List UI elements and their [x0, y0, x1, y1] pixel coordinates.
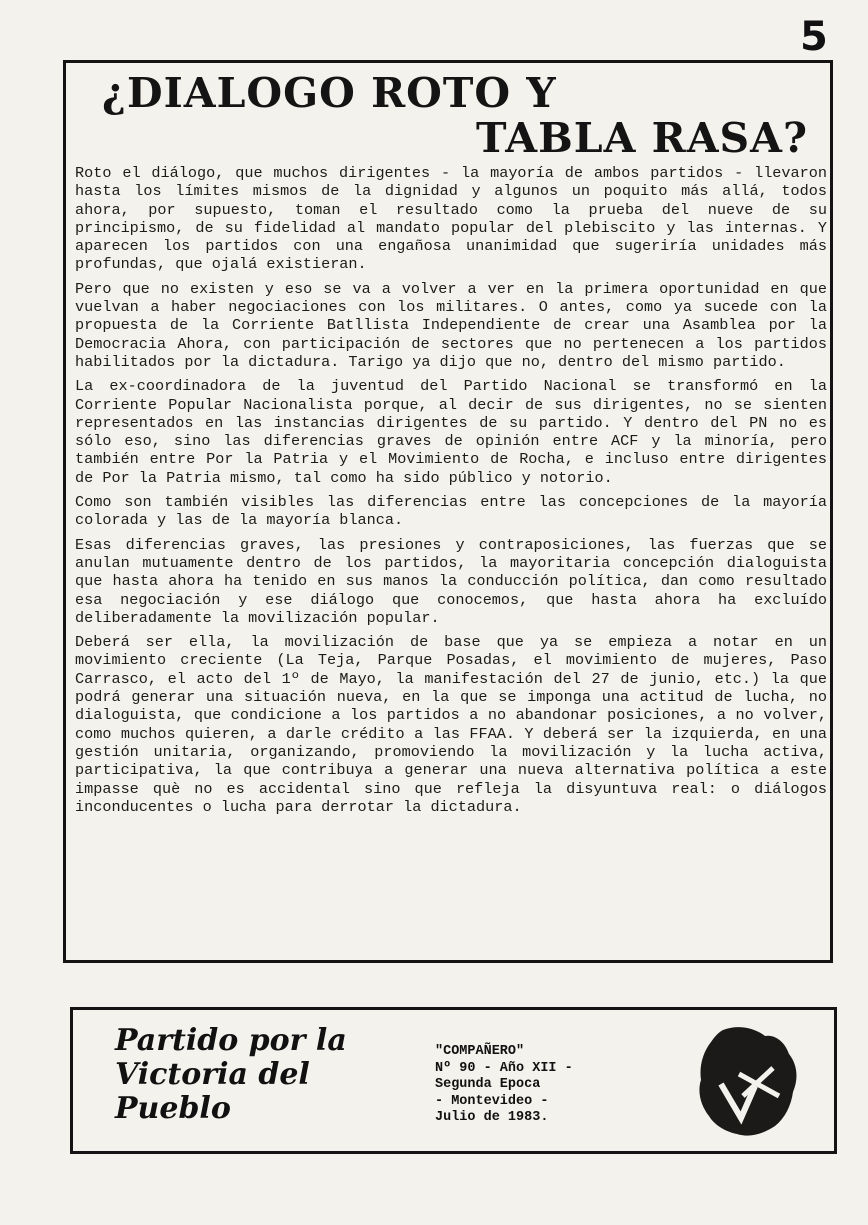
article-body: [75, 164, 827, 822]
article-box: [63, 60, 833, 963]
publication-date: Julio de 1983.: [435, 1110, 549, 1125]
party-name-line-3: Pueblo: [115, 1091, 231, 1126]
party-name: [115, 1024, 347, 1126]
uruguay-map-pvp-emblem-icon: [693, 1022, 803, 1142]
page-number: 5: [800, 14, 828, 60]
city: - Montevideo -: [435, 1093, 549, 1109]
issue-number: Nº 90 - Año XII -: [435, 1060, 573, 1076]
article-paragraph: Como son también visibles las diferencias entre las concepciones de la mayoría colorada y las de la mayoría blanca.: [75, 493, 827, 530]
party-name-line-2: Victoria del: [115, 1057, 310, 1092]
publication-footer: [70, 1007, 837, 1154]
article-paragraph: Roto el diálogo, que muchos dirigentes - la mayoría de ambos partidos - llevaron hasta los límites mismos de la dignidad y algunos un poquito más allá, todos ahora, por supuesto, toman el resultado como la prueba del nueve de su principismo, de su fidelidad al mandato popular del plebiscito y las internas. Y aparecen los partidos con una engañosa unanimidad que sugeriría unidades más profundas, que ojalá existieran.: [75, 164, 827, 274]
party-name-line-1: Partido por la: [115, 1023, 347, 1058]
article-paragraph: Esas diferencias graves, las presiones y contraposiciones, las fuerzas que se anulan mutuamente dentro de los partidos, la mayoritaria concepción dialoguista que hasta ahora ha tenido en sus manos la conducción política, dan como resultado esa negociación y ese diálogo que conocemos, que hasta ahora ha excluído deliberadamente la movilización popular.: [75, 535, 827, 627]
edition: Segunda Epoca: [435, 1077, 541, 1092]
article-title-line-2: TABLA RASA?: [476, 114, 808, 162]
article-paragraph: Pero que no existen y eso se va a volver a ver en la primera oportunidad en que vuelvan a haber negociaciones con los militares. O antes, como ya sucede con la propuesta de la Corriente Batllista Independiente de crear una Asamblea por la Democracia Ahora, con participación de sectores que no pertenecen a los partidos habilitados por la dictadura. Tarigo ya dijo que no, dentro del mismo partido.: [75, 279, 827, 371]
article-paragraph: Deberá ser ella, la movilización de base que ya se empieza a notar en un movimiento creciente (La Teja, Parque Posadas, el movimiento de mujeres, Paso Carrasco, el acto del 1º de Mayo, la manifestación del 27 de junio, etc.) la que podrá generar una situación nueva, en la que se imponga una actitud de lucha, no dialoguista, que condicione a los partidos a no abandonar posiciones, a no volver, como muchos quieren, a darle crédito a las FFAA. Y deberá ser la izquierda, en una gestión unitaria, organizando, promoviendo la movilización y la lucha activa, participativa, la que contribuya a generar una nueva alternativa política a este impasse què no es accidental sino que refleja la disyuntuva real: o diálogos inconducentes o lucha para derrotar la dictadura.: [75, 633, 827, 816]
article-paragraph: La ex-coordinadora de la juventud del Partido Nacional se transformó en la Corriente Popular Nacionalista porque, al decir de sus dirigentes, no se sienten representados en las instancias dirigentes de su partido. Y dentro del PN no es sólo eso, sino las diferencias graves de opinión entre ACF y la minoría, pero también entre Por la Patria y el Movimiento de Rocha, e incluso entre dirigentes de Por la Patria mismo, tal como ha sido público y notorio.: [75, 377, 827, 487]
article-title-line-1: ¿DIALOGO ROTO Y: [102, 69, 557, 117]
publication-info: [435, 1044, 573, 1127]
publication-name: "COMPAÑERO": [435, 1044, 525, 1059]
